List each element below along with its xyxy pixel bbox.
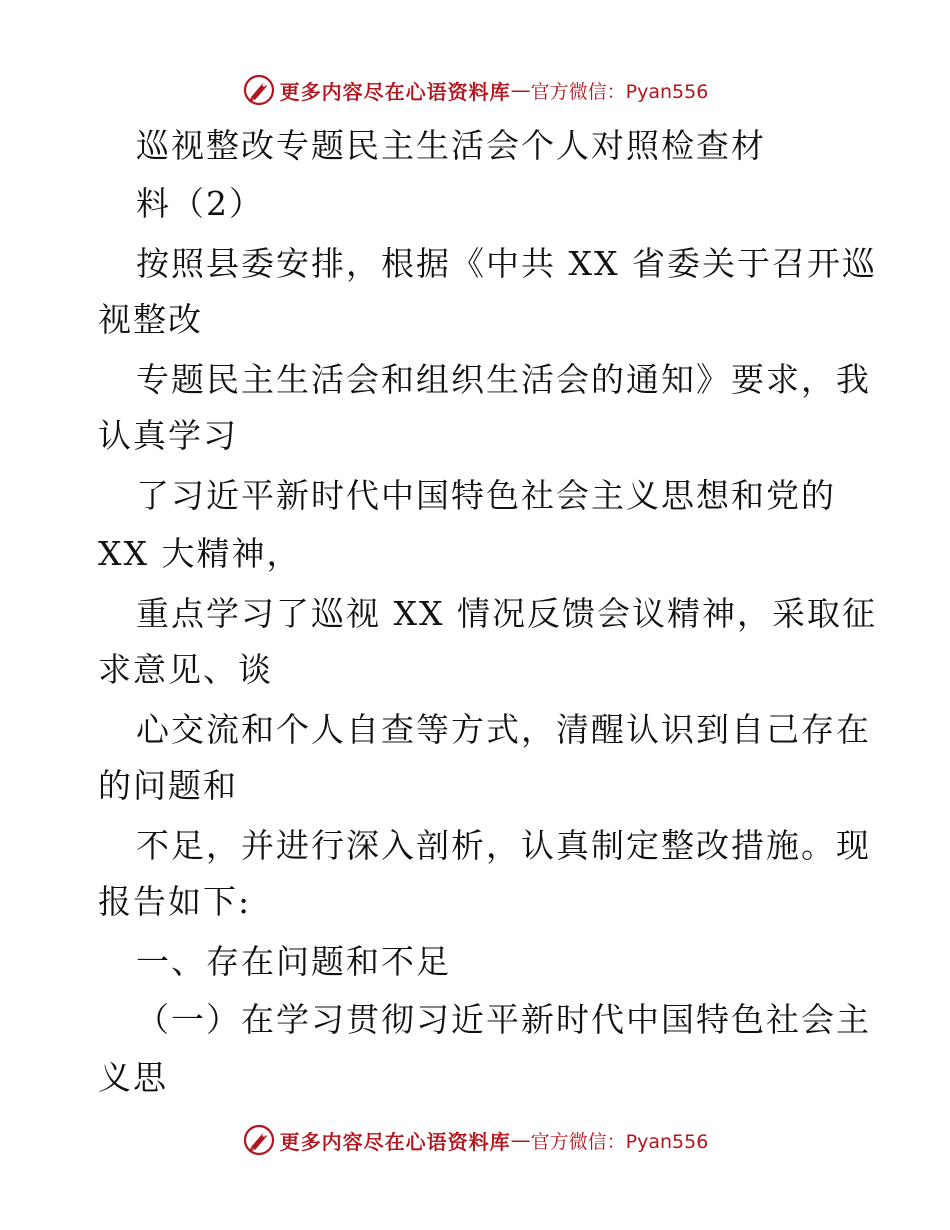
- paragraph-line: 求意见、谈: [98, 650, 273, 689]
- paragraph-line: 重点学习了巡视 XX 情况反馈会议精神，采取征: [136, 594, 877, 633]
- subsection-heading-line: （一）在学习贯彻习近平新时代中国特色社会主: [136, 1000, 871, 1039]
- paragraph-line: XX 大精神，: [98, 534, 302, 573]
- banner-brand-text: 更多内容尽在心语资料库: [279, 79, 511, 104]
- paragraph-line: 心交流和个人自查等方式，清醒认识到自己存在: [136, 710, 871, 749]
- pen-nib-logo-icon: [242, 1123, 276, 1157]
- footer-banner: [0, 1120, 950, 1160]
- paragraph-line: 专题民主生活会和组织生活会的通知》要求，我: [136, 360, 871, 399]
- paragraph-line: 报告如下:: [98, 882, 252, 921]
- document-title-line-1: 巡视整改专题民主生活会个人对照检查材: [136, 126, 766, 165]
- banner-separator: —: [510, 78, 531, 102]
- banner-separator: —: [510, 1128, 531, 1152]
- document-title-line-2: 料（2）: [136, 184, 264, 223]
- paragraph-line: 视整改: [98, 300, 203, 339]
- banner-wechat-text: 官方微信：Pyan556: [530, 80, 709, 103]
- banner-brand-text: 更多内容尽在心语资料库: [279, 1129, 511, 1154]
- paragraph-line: 按照县委安排，根据《中共 XX 省委关于召开巡: [136, 244, 877, 283]
- header-banner: [0, 70, 950, 110]
- paragraph-line: 了习近平新时代中国特色社会主义思想和党的: [136, 476, 836, 515]
- paragraph-line: 的问题和: [98, 766, 238, 805]
- banner-wechat-text: 官方微信：Pyan556: [530, 1130, 709, 1153]
- subsection-heading-line: 义思: [98, 1058, 168, 1097]
- paragraph-line: 不足，并进行深入剖析，认真制定整改措施。现: [136, 826, 871, 865]
- pen-nib-logo-icon: [242, 73, 276, 107]
- paragraph-line: 认真学习: [98, 416, 238, 455]
- section-heading: 一、存在问题和不足: [136, 942, 451, 981]
